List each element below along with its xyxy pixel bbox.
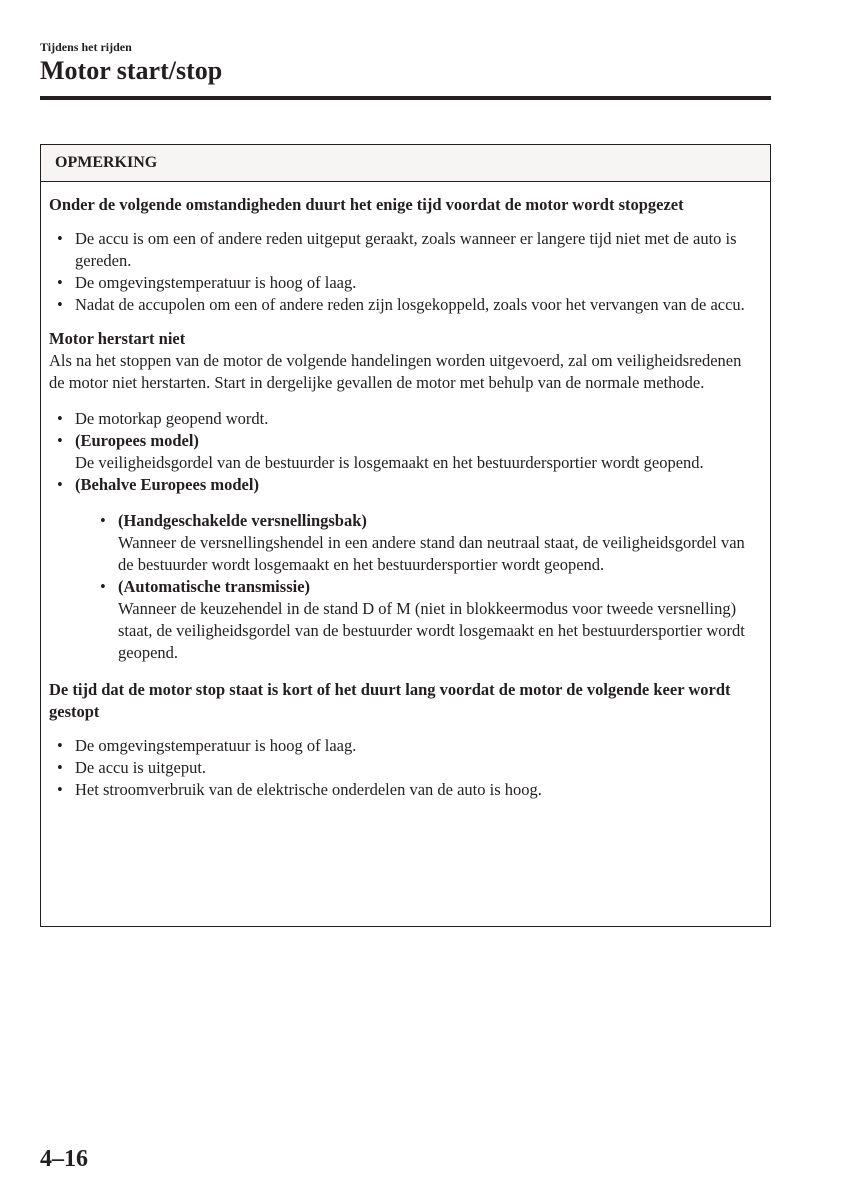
bullet-icon: • — [57, 736, 63, 755]
list-item: • De accu is uitgeput. — [57, 758, 207, 777]
bullet-icon: • — [57, 431, 63, 450]
list-item: • Het stroomverbruik van de elektrische onderdelen van de auto is hoog. — [57, 780, 542, 799]
note-box — [40, 144, 771, 927]
list-item: • (Behalve Europees model) • (Handgeschakelde versnellingsbak) Wanneer de versnellingshendel in een andere stand dan neutraal staat, de veiligheidsgordel van de bestuurder wordt losgemaakt en het bestuurdersportier wordt geopend. • (Automatische transmissie) Wanneer de keuzehendel in de stand D of M (niet in blokkeermodus voor tweede versnelling) staat, de veiligheidsgordel van de bestuurder wordt losgemaakt en het bestuurdersportier wordt geopend. — [49, 474, 760, 664]
bullet-icon: • — [57, 273, 63, 292]
bullet-list-stop-delay — [49, 228, 760, 316]
section-title-stop-duration: De tijd dat de motor stop staat is kort of het duurt lang voordat de motor de volgende keer wordt gestopt — [49, 680, 731, 721]
paragraph-no-restart: Als na het stoppen van de motor de volgende handelingen worden uitgevoerd, zal om veiligheidsredenen de motor niet herstarten. Start in dergelijke gevallen de motor met behulp van de normale methode. — [49, 351, 742, 392]
bullet-icon: • — [57, 409, 63, 428]
sub-bullet-list — [92, 510, 760, 664]
list-item: • De motorkap geopend wordt. — [57, 409, 269, 428]
bullet-icon: • — [57, 475, 63, 494]
page-title: Motor start/stop — [40, 56, 223, 85]
list-item: • De omgevingstemperatuur is hoog of laag. — [57, 736, 357, 755]
list-item: • (Automatische transmissie) Wanneer de keuzehendel in de stand D of M (niet in blokkeermodus voor tweede versnelling) staat, de veiligheidsgordel van de bestuurder wordt losgemaakt en het bestuurdersportier wordt geopend. — [100, 577, 745, 662]
list-item: • (Handgeschakelde versnellingsbak) Wanneer de versnellingshendel in een andere stand dan neutraal staat, de veiligheidsgordel van de bestuurder wordt losgemaakt en het bestuurdersportier wordt geopend. — [100, 511, 745, 574]
list-item: • (Europees model) De veiligheidsgordel van de bestuurder is losgemaakt en het bestuurdersportier wordt geopend. — [57, 431, 704, 472]
list-item: • De omgevingstemperatuur is hoog of laag. — [57, 273, 357, 292]
bullet-icon: • — [100, 577, 106, 596]
page-number: 4–16 — [40, 1146, 88, 1172]
bullet-icon: • — [57, 229, 63, 248]
bullet-icon: • — [100, 511, 106, 530]
bullet-list-stop-duration — [49, 735, 760, 801]
section-title-no-restart: Motor herstart niet — [49, 329, 186, 348]
section-title-stop-delay: Onder de volgende omstandigheden duurt het enige tijd voordat de motor wordt stopgezet — [49, 195, 684, 214]
note-heading: OPMERKING — [41, 145, 770, 182]
title-rule — [40, 96, 771, 100]
bullet-icon: • — [57, 295, 63, 314]
list-item: • De accu is om een of andere reden uitgeput geraakt, zoals wanneer er langere tijd niet met de auto is gereden. — [57, 229, 737, 270]
bullet-icon: • — [57, 780, 63, 799]
bullet-icon: • — [57, 758, 63, 777]
bullet-list-no-restart — [49, 408, 760, 664]
note-body — [41, 182, 770, 801]
section-kicker: Tijdens het rijden — [40, 40, 132, 54]
list-item: • Nadat de accupolen om een of andere reden zijn losgekoppeld, zoals voor het vervangen van de accu. — [57, 295, 745, 314]
